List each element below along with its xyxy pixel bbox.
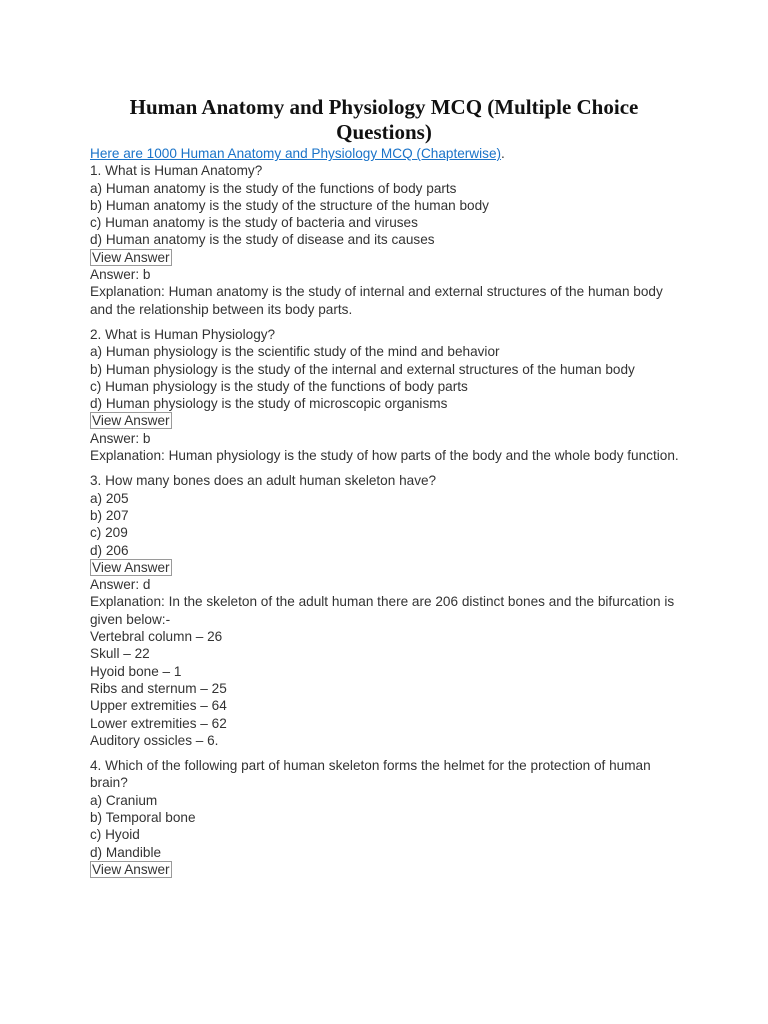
question-block — [90, 472, 680, 749]
option-d: d) Human anatomy is the study of disease and its causes — [90, 232, 435, 248]
answer-text: Answer: b — [90, 267, 151, 283]
bone-count-line: Lower extremities – 62 — [90, 715, 227, 731]
bone-count-line: Vertebral column – 26 — [90, 629, 223, 645]
explanation-text: Explanation: Human physiology is the study of how parts of the body and the whole body function. — [90, 448, 679, 464]
question-block — [90, 757, 680, 878]
option-a: a) 205 — [90, 490, 129, 506]
question-text: 1. What is Human Anatomy? — [90, 163, 263, 179]
view-answer-button[interactable]: View Answer — [92, 413, 170, 429]
option-b: b) 207 — [90, 507, 129, 523]
view-answer-button[interactable]: View Answer — [92, 559, 170, 575]
bone-count-line: Skull – 22 — [90, 646, 150, 662]
option-b: b) Temporal bone — [90, 809, 196, 825]
option-c: c) 209 — [90, 525, 128, 541]
option-d: d) Mandible — [90, 844, 162, 860]
option-a: a) Human anatomy is the study of the functions of body parts — [90, 180, 457, 196]
option-b: b) Human physiology is the study of the internal and external structures of the human body — [90, 361, 635, 377]
bone-count-line: Ribs and sternum – 25 — [90, 680, 227, 696]
page-title: Human Anatomy and Physiology MCQ (Multiple Choice Questions) — [129, 95, 639, 144]
view-answer-button[interactable]: View Answer — [92, 861, 170, 877]
option-b: b) Human anatomy is the study of the structure of the human body — [90, 197, 489, 213]
question-text: 4. Which of the following part of human skeleton forms the helmet for the protection of human brain? — [90, 758, 651, 791]
option-c: c) Human physiology is the study of the functions of body parts — [90, 378, 468, 394]
answer-text: Answer: b — [90, 430, 151, 446]
option-a: a) Cranium — [90, 792, 158, 808]
question-block — [90, 162, 680, 318]
option-d: d) Human physiology is the study of microscopic organisms — [90, 396, 448, 412]
option-a: a) Human physiology is the scientific study of the mind and behavior — [90, 344, 500, 360]
bone-count-line: Auditory ossicles – 6. — [90, 732, 219, 748]
intro-line — [90, 145, 680, 162]
intro-suffix: . — [501, 146, 505, 161]
option-c: c) Hyoid — [90, 827, 140, 843]
bone-count-line: Upper extremities – 64 — [90, 698, 227, 714]
option-c: c) Human anatomy is the study of bacteria and viruses — [90, 215, 418, 231]
option-d: d) 206 — [90, 542, 129, 558]
bone-count-line: Hyoid bone – 1 — [90, 663, 182, 679]
explanation-text: Explanation: Human anatomy is the study of internal and external structures of the human body and the relationship between its body parts. — [90, 284, 663, 317]
answer-text: Answer: d — [90, 577, 151, 593]
explanation-text: Explanation: In the skeleton of the adult human there are 206 distinct bones and the bifurcation is given below:- — [90, 594, 675, 627]
document-page — [90, 95, 680, 886]
intro-link[interactable]: Here are 1000 Human Anatomy and Physiology MCQ (Chapterwise) — [90, 146, 502, 161]
view-answer-button[interactable]: View Answer — [92, 249, 170, 265]
question-text: 2. What is Human Physiology? — [90, 326, 276, 342]
question-block — [90, 326, 680, 464]
question-text: 3. How many bones does an adult human skeleton have? — [90, 473, 437, 489]
